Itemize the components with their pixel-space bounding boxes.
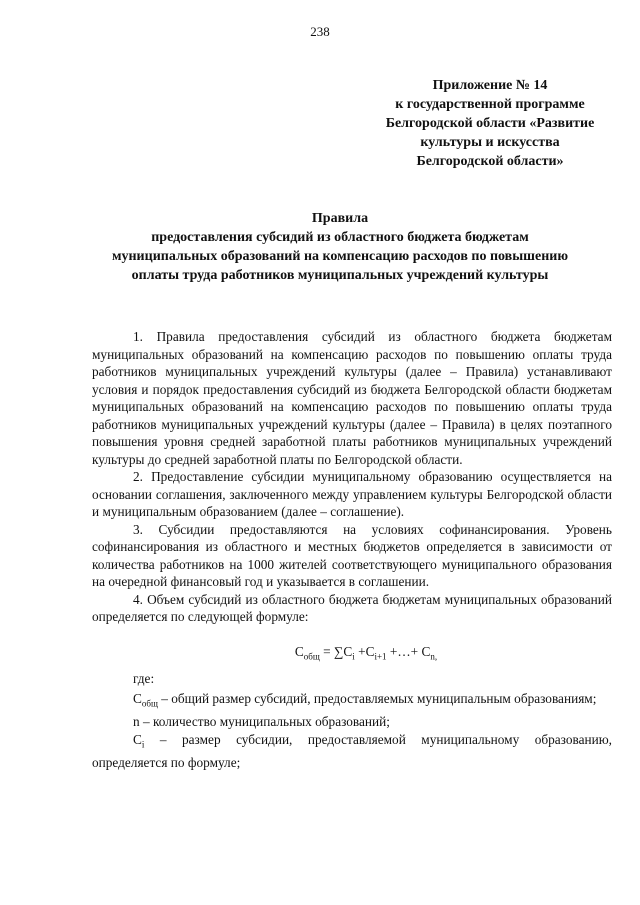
formula-term1-subscript: i — [352, 651, 355, 662]
definition-total-text: – общий размер субсидий, предоставляемых муниципальным образованиям; — [157, 691, 597, 707]
appendix-line: Белгородской области» — [416, 154, 564, 169]
definition-total-subscript: общ — [141, 698, 158, 709]
definition-ci-text: – размер субсидии, предоставляемой муниципальному образованию, определяется по формуле; — [92, 731, 612, 770]
formula-lhs-subscript: общ — [303, 651, 320, 662]
formula-term2-subscript: i+1 — [374, 651, 387, 662]
title-line: муниципальных образований на компенсацию расходов по повышению — [111, 249, 569, 264]
paragraph-3: 3. Субсидии предоставляются на условиях софинансирования. Уровень софинансирования из областного и местных бюджетов определяется в зависимости от количества работников на 1000 жителей соответствующего муниципального образования на очередной финансовый год и указывается в соглашении. — [92, 521, 612, 589]
definition-total — [92, 690, 612, 713]
appendix-line: культуры и искусства — [420, 135, 560, 150]
paragraph-4: 4. Объем субсидий из областного бюджета бюджетам муниципальных образований определяется по следующей формуле: — [92, 591, 612, 624]
paragraph-1: 1. Правила предоставления субсидий из областного бюджета бюджетам муниципальных образований на компенсацию расходов по повышению оплаты труда работников муниципальных учреждений культуры (далее – Правила) устанавливают условия и порядок предоставления субсидий из бюджета Белгородской области бюджетам муниципальных образований на компенсацию расходов по повышению оплаты труда работников муниципальных учреждений культуры (далее – Правила) в целях поэтапного повышения уровня средней заработной платы работников муниципальных учреждений культуры до средней заработной платы по Белгородской области. — [92, 329, 612, 467]
formula-plus: +C — [354, 643, 375, 659]
definition-ci-subscript: i — [141, 739, 145, 750]
appendix-line: Белгородской области «Развитие — [385, 116, 595, 131]
definition-ci-symbol: C — [133, 731, 142, 747]
paragraph-2: 2. Предоставление субсидии муниципальному образованию осуществляется на основании соглашения, заключенного между управлением культуры Белгородской области и муниципальным образованием (далее – соглашение). — [92, 469, 612, 519]
document-body — [92, 328, 612, 771]
title-line: предоставления субсидий из областного бюджета бюджетам — [151, 230, 529, 245]
appendix-header — [350, 76, 630, 171]
subsidy-formula — [120, 643, 612, 666]
formula-lhs: C — [294, 643, 304, 659]
title-line: оплаты труда работников муниципальных учреждений культуры — [131, 268, 549, 283]
definition-ci — [92, 731, 612, 772]
definition-count: n – количество муниципальных образований; — [133, 714, 390, 730]
formula-rest: +…+ C — [386, 643, 431, 659]
appendix-line: Приложение № 14 — [432, 78, 548, 93]
page-number: 238 — [310, 24, 330, 39]
where-label: где: — [133, 670, 155, 686]
document-title — [90, 209, 590, 285]
formula-termn-subscript: n, — [430, 651, 438, 662]
definition-total-symbol: C — [133, 691, 142, 707]
title-line: Правила — [311, 211, 369, 226]
formula-sum: = ∑C — [319, 643, 353, 659]
appendix-line: к государственной программе — [395, 97, 585, 112]
